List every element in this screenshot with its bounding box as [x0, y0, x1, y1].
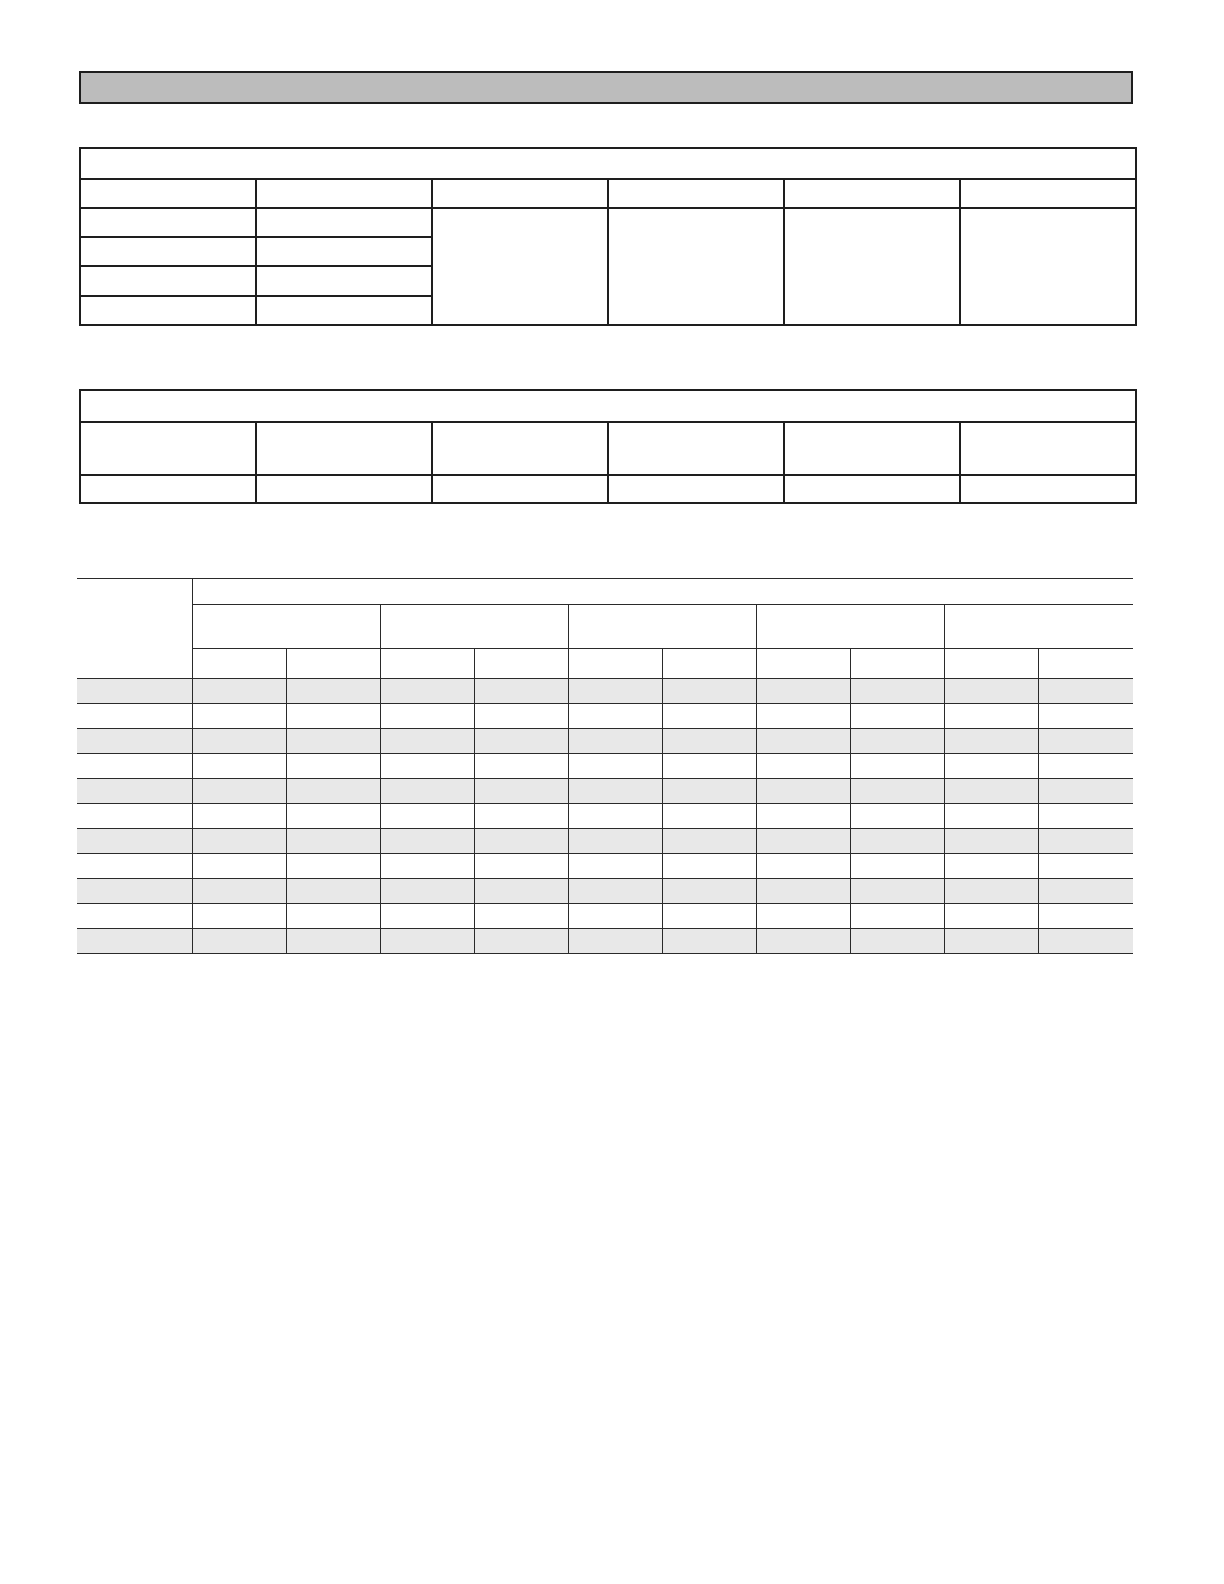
table-cell	[850, 929, 944, 954]
table-cell	[192, 854, 286, 879]
table-cell	[662, 754, 756, 779]
table-row-label	[77, 729, 192, 754]
table-cell	[1038, 929, 1133, 954]
table-row-label	[77, 854, 192, 879]
table-cell	[1038, 679, 1133, 704]
table-cell	[944, 904, 1038, 929]
table-row	[77, 754, 1133, 779]
table-row	[77, 804, 1133, 829]
table-cell	[662, 829, 756, 854]
table-cell	[380, 804, 474, 829]
table-cell	[1038, 729, 1133, 754]
table-three-sub-label	[662, 649, 756, 679]
table-cell	[192, 729, 286, 754]
table-cell	[1038, 704, 1133, 729]
table-row-label	[77, 829, 192, 854]
table-cell	[756, 754, 850, 779]
table-cell	[380, 929, 474, 954]
table-cell	[756, 704, 850, 729]
table-cell	[474, 754, 568, 779]
table-cell	[756, 729, 850, 754]
spec-table-one	[79, 147, 1137, 326]
table-one-row-label	[80, 296, 256, 325]
table-row-label	[77, 929, 192, 954]
table-one-header-cell	[608, 179, 784, 208]
table-cell	[944, 854, 1038, 879]
table-one-row-value	[256, 266, 432, 296]
table-one-merged-cell	[608, 208, 784, 325]
spec-table-three	[77, 578, 1133, 954]
table-cell	[756, 804, 850, 829]
table-row	[77, 904, 1133, 929]
table-cell	[568, 904, 662, 929]
table-cell	[286, 754, 380, 779]
table-cell	[286, 854, 380, 879]
table-three-group-label	[192, 605, 380, 649]
table-cell	[474, 679, 568, 704]
table-cell	[1038, 754, 1133, 779]
table-cell	[662, 779, 756, 804]
table-row	[77, 879, 1133, 904]
table-three-body	[77, 679, 1133, 954]
table-cell	[756, 679, 850, 704]
table-three-sub-label	[474, 649, 568, 679]
table-cell	[192, 904, 286, 929]
table-two-header-cell	[432, 422, 608, 475]
table-cell	[756, 779, 850, 804]
table-cell	[944, 804, 1038, 829]
table-cell	[1038, 904, 1133, 929]
table-cell	[1038, 879, 1133, 904]
table-cell	[1038, 829, 1133, 854]
table-two-value-cell	[432, 475, 608, 503]
table-cell	[474, 904, 568, 929]
table-cell	[662, 704, 756, 729]
table-cell	[474, 779, 568, 804]
table-three-sub-label	[286, 649, 380, 679]
table-one-row-label	[80, 237, 256, 266]
table-two-value-cell	[608, 475, 784, 503]
table-row	[77, 679, 1133, 704]
table-cell	[474, 704, 568, 729]
table-cell	[380, 679, 474, 704]
table-one-row-value	[256, 296, 432, 325]
table-row-label	[77, 804, 192, 829]
table-two-header-cell	[256, 422, 432, 475]
table-cell	[850, 829, 944, 854]
table-cell	[568, 754, 662, 779]
table-two-value-cell	[256, 475, 432, 503]
table-three-sub-label	[756, 649, 850, 679]
table-cell	[662, 729, 756, 754]
table-three-group-label	[944, 605, 1133, 649]
table-cell	[568, 879, 662, 904]
table-two-value-cell	[960, 475, 1136, 503]
table-cell	[662, 879, 756, 904]
table-row	[77, 829, 1133, 854]
table-cell	[850, 904, 944, 929]
table-cell	[286, 779, 380, 804]
table-cell	[380, 879, 474, 904]
table-row-label	[77, 904, 192, 929]
table-cell	[474, 804, 568, 829]
table-two-caption	[80, 390, 1136, 422]
table-two-header-cell	[608, 422, 784, 475]
table-three-sub-label	[568, 649, 662, 679]
table-cell	[1038, 854, 1133, 879]
table-cell	[944, 729, 1038, 754]
table-two-header-cell	[80, 422, 256, 475]
table-cell	[568, 704, 662, 729]
table-row	[77, 704, 1133, 729]
table-cell	[568, 929, 662, 954]
table-one-header-cell	[80, 179, 256, 208]
table-one-row-label	[80, 266, 256, 296]
table-two-header-cell	[784, 422, 960, 475]
table-cell	[380, 904, 474, 929]
table-three-sub-label	[380, 649, 474, 679]
table-cell	[192, 679, 286, 704]
table-row	[77, 929, 1133, 954]
table-cell	[568, 854, 662, 879]
table-cell	[286, 804, 380, 829]
table-cell	[474, 854, 568, 879]
table-row-label	[77, 679, 192, 704]
table-three-group-label	[380, 605, 568, 649]
table-one-merged-cell	[784, 208, 960, 325]
table-cell	[756, 829, 850, 854]
table-one-merged-cell	[960, 208, 1136, 325]
table-one-caption	[80, 148, 1136, 179]
table-cell	[850, 804, 944, 829]
table-cell	[192, 704, 286, 729]
table-cell	[380, 729, 474, 754]
table-cell	[944, 679, 1038, 704]
table-row	[77, 729, 1133, 754]
table-cell	[662, 804, 756, 829]
table-cell	[1038, 779, 1133, 804]
table-one-header-cell	[784, 179, 960, 208]
table-cell	[568, 779, 662, 804]
table-cell	[850, 729, 944, 754]
table-one-header-cell	[256, 179, 432, 208]
table-one-row-value	[256, 237, 432, 266]
table-three-sub-label	[850, 649, 944, 679]
table-cell	[850, 704, 944, 729]
table-cell	[380, 829, 474, 854]
table-cell	[286, 679, 380, 704]
table-cell	[474, 729, 568, 754]
table-cell	[568, 679, 662, 704]
table-cell	[756, 854, 850, 879]
table-cell	[850, 854, 944, 879]
table-one-row-label	[80, 208, 256, 237]
table-cell	[286, 904, 380, 929]
table-cell	[850, 879, 944, 904]
table-cell	[286, 729, 380, 754]
table-cell	[474, 879, 568, 904]
table-cell	[662, 929, 756, 954]
table-cell	[944, 929, 1038, 954]
table-cell	[192, 779, 286, 804]
table-row	[77, 779, 1133, 804]
table-cell	[380, 704, 474, 729]
table-cell	[568, 829, 662, 854]
table-cell	[568, 729, 662, 754]
table-cell	[1038, 804, 1133, 829]
table-cell	[286, 929, 380, 954]
table-three-sub-label	[1038, 649, 1133, 679]
table-cell	[474, 929, 568, 954]
table-cell	[850, 754, 944, 779]
table-three-sub-label	[192, 649, 286, 679]
table-row-label	[77, 779, 192, 804]
table-cell	[850, 679, 944, 704]
table-three-group-title	[192, 579, 1133, 605]
table-one-merged-cell	[432, 208, 608, 325]
table-cell	[192, 804, 286, 829]
table-cell	[944, 704, 1038, 729]
table-cell	[192, 879, 286, 904]
table-cell	[286, 704, 380, 729]
table-cell	[756, 929, 850, 954]
table-cell	[286, 829, 380, 854]
table-row	[77, 854, 1133, 879]
table-cell	[850, 779, 944, 804]
table-cell	[192, 829, 286, 854]
section-header-bar	[79, 71, 1133, 104]
table-cell	[380, 779, 474, 804]
table-two-header-cell	[960, 422, 1136, 475]
table-cell	[944, 879, 1038, 904]
table-cell	[474, 829, 568, 854]
table-cell	[568, 804, 662, 829]
table-two-value-cell	[784, 475, 960, 503]
table-cell	[662, 679, 756, 704]
table-cell	[944, 779, 1038, 804]
table-three-group-label	[568, 605, 756, 649]
table-cell	[286, 879, 380, 904]
table-cell	[662, 904, 756, 929]
table-three-corner-label	[77, 579, 192, 679]
table-cell	[192, 929, 286, 954]
table-three-group-label	[756, 605, 944, 649]
table-cell	[944, 829, 1038, 854]
table-cell	[380, 754, 474, 779]
table-one-header-cell	[960, 179, 1136, 208]
spec-table-two	[79, 389, 1137, 504]
table-row-label	[77, 754, 192, 779]
table-one-row-value	[256, 208, 432, 237]
table-row-label	[77, 879, 192, 904]
table-cell	[756, 879, 850, 904]
table-two-value-cell	[80, 475, 256, 503]
table-row-label	[77, 704, 192, 729]
table-cell	[380, 854, 474, 879]
table-three-sub-label	[944, 649, 1038, 679]
table-one-header-cell	[432, 179, 608, 208]
table-cell	[192, 754, 286, 779]
table-cell	[662, 854, 756, 879]
table-cell	[944, 754, 1038, 779]
table-cell	[756, 904, 850, 929]
